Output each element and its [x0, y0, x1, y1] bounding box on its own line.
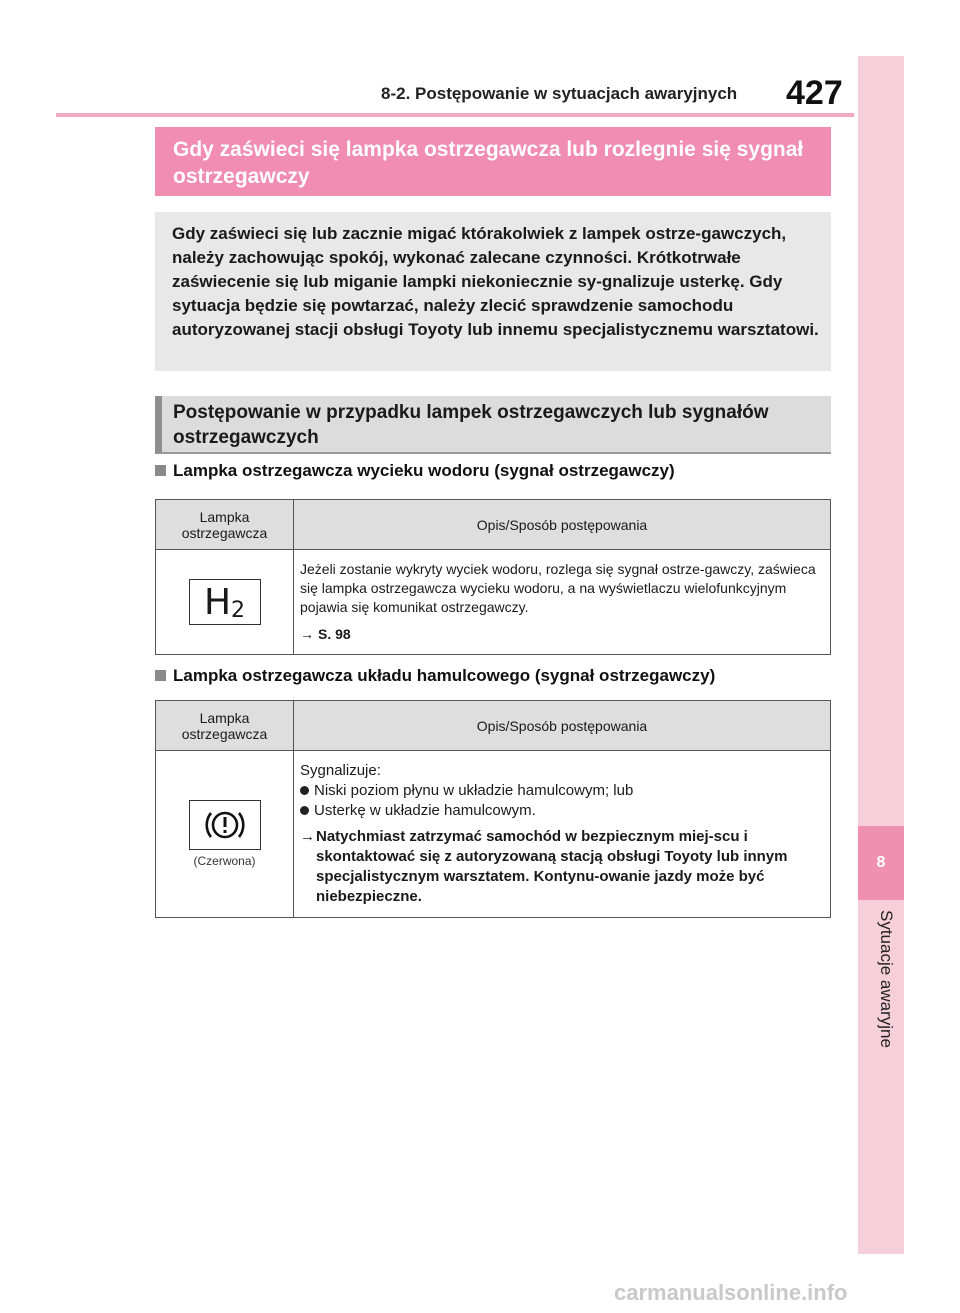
chapter-number-tab[interactable]: 8	[858, 826, 904, 900]
brake-warning-icon	[189, 800, 261, 850]
list-item: Niski poziom płynu w układzie hamulcowym; lub	[300, 781, 824, 801]
header-divider	[56, 113, 854, 117]
bullet-icon	[300, 786, 309, 795]
hydrogen-col-lamp-header: Lampka ostrzegawcza	[156, 500, 294, 550]
brake-lamp-cell	[156, 751, 294, 918]
brake-col-desc-header: Opis/Sposób postępowania	[294, 701, 831, 751]
brake-action: → Natychmiast zatrzymać samochód w bezpiecznym miej-scu i skontaktować się z autoryzowaną stacją obsługi Toyoty lub innym specjalistycznym warsztatem. Kontynu-owanie jazdy może być niebezpieczne.	[300, 828, 788, 905]
hydrogen-subheading-text: Lampka ostrzegawcza wycieku wodoru (sygnał ostrzegawczy)	[173, 461, 675, 480]
hydrogen-description: Jeżeli zostanie wykryty wyciek wodoru, rozlega się sygnał ostrze-gawczy, zaświeca się lampka ostrzegawcza wycieku wodoru, a na wyświetlaczu wielofunkcyjnym pojawia się komunikat ostrzegawczy.	[300, 561, 816, 615]
arrow-right-icon: →	[300, 828, 315, 845]
brake-description-cell	[294, 751, 831, 918]
page-title-banner: Gdy zaświeci się lampka ostrzegawcza lub rozlegnie się sygnał ostrzegawczy	[155, 127, 831, 196]
icon-color-caption: (Czerwona)	[193, 854, 256, 868]
bullet-icon	[300, 806, 309, 815]
hydrogen-table	[155, 499, 831, 655]
square-bullet-icon	[155, 465, 166, 476]
hydrogen-warning-icon: H 2	[189, 579, 261, 625]
hydrogen-description-cell	[294, 550, 831, 655]
brake-table	[155, 700, 831, 918]
hydrogen-subheading	[155, 461, 675, 481]
arrow-right-icon: →	[300, 626, 314, 642]
running-header: 8-2. Postępowanie w sytuacjach awaryjnych	[381, 84, 738, 103]
page-number: 427	[786, 74, 843, 112]
brake-intro: Sygnalizuje:	[300, 762, 381, 779]
intro-box: Gdy zaświeci się lub zacznie migać którakolwiek z lampek ostrze-gawczych, należy zachowując spokój, wykonać zalecane czynności. Krótkotrwałe zaświecenie się lub miganie lampki niekoniecznie sy-gnalizuje usterkę. Gdy sytuacja będzie się powtarzać, należy zlecić sprawdzenie samochodu autoryzowanej stacji obsługi Toyoty lub innemu specjalistycznemu warsztatowi.	[155, 212, 831, 371]
hydrogen-col-desc-header: Opis/Sposób postępowania	[294, 500, 831, 550]
watermark: carmanualsonline.info	[614, 1280, 848, 1305]
section-heading: Postępowanie w przypadku lampek ostrzegawczych lub sygnałów ostrzegawczych	[155, 396, 831, 454]
brake-subheading	[155, 666, 715, 686]
square-bullet-icon	[155, 670, 166, 681]
brake-col-lamp-header: Lampka ostrzegawcza	[156, 701, 294, 751]
list-item: Usterkę w układzie hamulcowym.	[300, 801, 824, 821]
chapter-label: Sytuacje awaryjne	[877, 910, 896, 1048]
brake-subheading-text: Lampka ostrzegawcza układu hamulcowego (sygnał ostrzegawczy)	[173, 666, 716, 685]
hydrogen-reference-link[interactable]: → S. 98	[300, 626, 351, 642]
hydrogen-lamp-cell	[156, 550, 294, 655]
